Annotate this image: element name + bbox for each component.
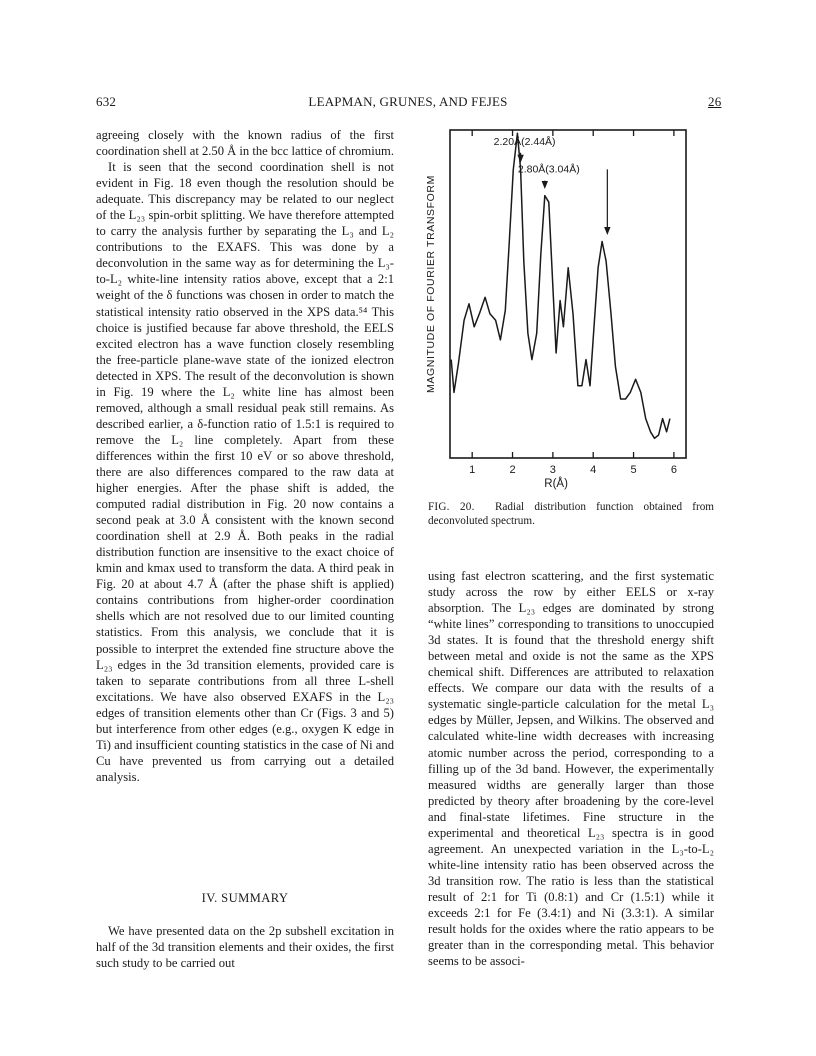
plot-frame <box>450 130 686 458</box>
series-line <box>451 133 670 438</box>
x-tick-label: 6 <box>670 464 677 476</box>
arrow-head <box>604 227 610 235</box>
figure-20-chart <box>400 110 716 500</box>
left-column-text <box>96 127 394 785</box>
y-axis-label: MAGNITUDE OF FOURIER TRANSFORM <box>425 175 437 393</box>
x-tick-label: 1 <box>469 464 476 476</box>
x-tick-label: 5 <box>630 464 637 476</box>
paragraph: It is seen that the second coordination shell is not evident in Fig. 18 even though the resolution should be adequate. This discrepancy may be related to our neglect of the L₂₃ spin-orbit splitting. We have therefore attempted to carry the analysis further by separating the L₃ and L₂ contributions to the EXAFS. This was done by a deconvolution in the same way as for determining the L₃-to-L₂ white-line intensity ratios above, except that a 2:1 weight of the δ functions was chosen in order to match the statistical intensity ratio observed in the XPS data.⁵⁴ This choice is justified because far above threshold, the EELS excited electron has a wave function closely resembling the free-particle plane-wave state of the ionized electron detected in XPS. The result of the deconvolution is shown in Fig. 19 where the L₂ white line has almost been removed, although a small residual peak still remains. As described earlier, a δ-function ratio of 1.5:1 is required to remove the L₂ line completely. Apart from these differences within the first 10 eV or so above threshold, there are also differences compared to the raw data at higher energies. After the phase shift is added, the computed radial distribution in Fig. 20 now contains a second peak at 3.0 Å consistent with the known second coordination shell at 2.9 Å. Both peaks in the radial distribution function are insensitive to the exact choice of kmin and kmax used to transform the data. A third peak in Fig. 20 at about 4.7 Å (after the phase shift is applied) contains contributions from higher-order coordination shells which are not resolved due to our limited counting statistics. From this analysis, we conclude that it is possible to interpret the extended fine structure above the L₂₃ edges in the 3d transition elements, provided care is taken to separate contributions from all three L-shell excitations. We have also observed EXAFS in the L₂₃ edges of transition elements other than Cr (Figs. 3 and 5) but interference from other edges (e.g., oxygen K edge in Ti) and insufficient counting statistics in the case of Ni and Cu have prevented us from carrying out a detailed analysis. <box>96 160 394 784</box>
x-tick-label: 4 <box>590 464 597 476</box>
paragraph: agreeing closely with the known radius of the first coordination shell at 2.50 Å in the bcc lattice of chromium. <box>96 128 394 159</box>
x-tick-label: 3 <box>549 464 556 476</box>
figure-caption <box>428 500 714 528</box>
peak-labels <box>494 135 580 176</box>
section-heading: IV. SUMMARY <box>201 891 289 905</box>
peak-label: 2.80Å(3.04Å) <box>517 163 580 176</box>
arrow-head <box>517 155 523 163</box>
paragraph: We have presented data on the 2p subshell excitation in half of the 3d transition elements and their oxides, the first such study to be carried out <box>96 924 394 971</box>
figure-caption-text: Radial distribution function obtained from deconvoluted spectrum. <box>428 501 714 527</box>
running-title: LEAPMAN, GRUNES, AND FEJES <box>308 94 508 109</box>
x-tick-labels <box>469 464 677 476</box>
volume-number: 26 <box>708 94 722 109</box>
x-tick-label: 2 <box>509 464 516 476</box>
right-column-text <box>428 568 714 969</box>
bottom-ticks <box>472 452 674 458</box>
page-number: 632 <box>96 94 117 109</box>
peak-label: 2.20Å(2.44Å) <box>493 135 556 148</box>
paragraph: using fast electron scattering, and the first systematic study across the row by either EELS or x-ray absorption. The L₂₃ edges are dominated by strong “white lines” corresponding to transitions to unoccupied 3d states. It is found that the threshold energy shift between metal and oxide is not the same as the XPS chemical shift. Differences are attributed to relaxation effects. We compare our data with the results of a systematic single-particle calculation for the metal L₃ edges by Müller, Jepsen, and Wilkins. The observed and calculated white-line width decreases with increasing atomic number across the period, corresponding to a filling up of the 3d band. However, the experimentally measured widths are generally larger than those predicted by theory after broadening by the core-level and final-state lifetimes. Fine structure in the experimental and theoretical L₂₃ spectra is in good agreement. An unexpected variation in the L₃-to-L₂ white-line intensity ratio has been observed across the 3d transition row. The ratio is less than the statistical result of 2:1 for Ti (0.8:1) and Cr (1.5:1) while it exceeds 2:1 for Fe (3.4:1) and Ni (3.3:1). A similar result holds for the oxides where the ratio appears to be greater than in the corresponding metal. This behavior seems to be associ- <box>428 569 714 969</box>
figure-label: FIG. 20. <box>428 501 475 513</box>
summary-text <box>96 923 394 971</box>
arrow-head <box>542 181 548 189</box>
x-axis-label: R(Å) <box>544 478 568 490</box>
